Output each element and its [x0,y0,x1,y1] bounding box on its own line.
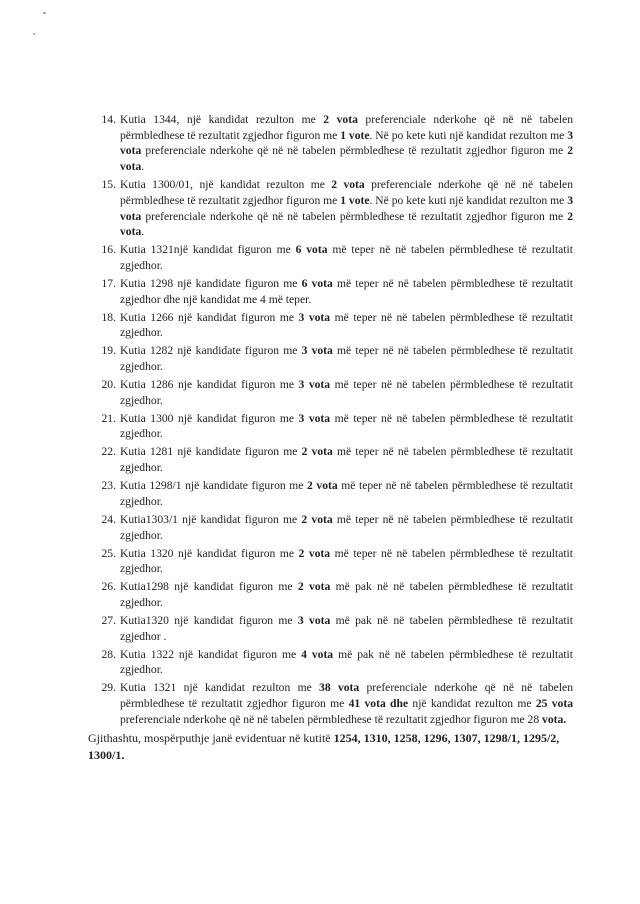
list-item [88,112,573,175]
item-text-segment: më teper në në tabelen përmbledhese të rezultatit zgjedhor. [120,378,573,407]
item-text-emphasis: 2 vota [331,178,365,192]
item-text-segment: Kutia 1282 një kandidate figuron me [120,344,302,358]
item-number: 29. [101,681,116,695]
summary-box-numbers: 1254, 1310, 1258, 1296, 1307, 1298/1, 1295/2, 1300/1. [88,731,560,762]
item-number: 27. [101,613,116,627]
item-number: 25. [101,546,116,560]
item-text-emphasis: 6 vota [295,243,328,257]
item-text-segment: më teper në në tabelen përmbledhese të rezultatit zgjedhor. [120,512,573,542]
item-text-segment: preferenciale nderkohe që në në tabelen përmbledhese të rezultatit zgjedhor figuron me 28 [120,712,543,726]
item-text-segment: më pak në në tabelen përmbledhese të rezultatit zgjedhor. [120,647,574,677]
list-item [88,377,573,408]
item-text-emphasis: 6 vota [301,276,333,290]
item-text-emphasis: 2 vota [301,445,333,459]
item-text-segment: Kutia 1286 nje kandidat figuron me [120,378,299,392]
item-number: 26. [101,580,116,594]
item-text-emphasis: 1 vote [340,128,370,142]
item-text-emphasis: 3 vota [120,128,573,158]
item-text-segment: Kutia 1300 një kandidat figuron me [120,411,299,425]
item-number: 20. [101,378,116,392]
item-text-segment: . Në po kete kuti një kandidat rezulton me [369,193,568,207]
list-item [88,512,573,543]
list-item [88,546,573,577]
item-text-segment: Kutia 1322 një kandidat figuron me [120,647,302,661]
item-number: 19. [101,344,116,358]
list-item [88,478,573,509]
item-text-segment: preferenciale nderkohe që në në tabelen përmbledhese të rezultatit zgjedhor figuron me [120,178,573,207]
item-text-segment: më pak në në tabelen përmbledhese të rezultatit zgjedhor. [120,580,574,609]
item-text-segment: Kutia 1320 një kandidat figuron me [120,546,299,560]
list-item [88,177,573,240]
list-item [88,343,573,374]
item-text-emphasis: 3 vota [301,344,333,358]
list-item [88,579,573,610]
item-text-segment: Kutia 1300/01, një kandidat rezulton me [120,178,332,192]
item-text [120,613,573,644]
item-text-segment: më teper në në tabelen përmbledhese të rezultatit zgjedhor. [120,344,573,374]
item-text-segment: më teper në në tabelen përmbledhese të rezultatit zgjedhor. [120,411,573,441]
item-text-segment: Kutia 1321një kandidat figuron me [120,243,296,257]
item-text [120,411,573,442]
item-text [120,177,573,240]
item-text-segment: preferenciale nderkohe që në në tabelen përmbledhese të rezultatit zgjedhor figuron me [141,209,568,223]
item-text [120,343,573,374]
list-item [88,276,573,307]
item-text-segment: preferenciale nderkohe që në në tabelen përmbledhese të rezultatit zgjedhor figuron me [141,144,568,158]
item-text [120,512,573,543]
list-item [88,242,573,273]
item-text-emphasis: 2 vota [297,580,331,594]
item-text-emphasis: 25 vota [535,697,574,711]
list-item [88,680,573,727]
item-number: 23. [101,479,116,493]
item-text [120,579,573,610]
item-text [120,680,573,727]
item-text [120,310,573,341]
item-text [120,276,573,307]
item-text-segment: . Në po kete kuti një kandidat rezulton me [369,128,568,142]
item-text-segment: më teper në në tabelen përmbledhese të rezultatit zgjedhor. [120,310,573,340]
item-text-emphasis: 2 vota [301,512,333,526]
item-text [120,242,573,273]
list-item [88,310,573,341]
item-number: 21. [101,411,116,425]
item-text [120,444,573,475]
item-text-segment: një kandidat rezulton me [408,697,536,711]
item-text-emphasis: 41 vota dhe [348,697,409,711]
item-number: 18. [101,310,116,324]
item-number: 24. [101,512,116,526]
scan-speck [33,33,35,35]
item-number: 22. [101,445,116,459]
item-text-segment: Kutia 1321 një kandidat rezulton me [120,681,320,695]
item-text-emphasis: 4 vota [301,647,334,661]
item-text-segment: Kutia 1298 një kandidate figuron me [120,276,302,290]
item-text-emphasis: 3 vota [120,193,573,223]
item-text-emphasis: 3 vota [298,411,331,425]
item-text [120,112,573,175]
item-text-segment: preferenciale nderkohe që në në tabelen përmbledhese të rezultatit zgjedhor figuron me [120,681,573,711]
list-item [88,647,573,678]
item-text-segment: më teper në në tabelen përmbledhese të rezultatit zgjedhor. [120,243,573,272]
list-item [88,613,573,644]
item-text-segment: më teper në në tabelen përmbledhese të rezultatit zgjedhor. [120,479,573,508]
item-text-segment: preferenciale nderkohe që në në tabelen përmbledhese të rezultatit zgjedhor figuron me [120,113,574,142]
findings-list [88,112,573,730]
item-number: 15. [101,178,116,192]
scan-speck [43,12,46,14]
item-number: 16. [101,243,116,257]
item-number: 28. [101,647,116,661]
summary-text: Gjithashtu, mospërputhje janë evidentuar në kutitë [88,731,334,745]
item-text-segment: Kutia 1281 një kandidate figuron me [120,445,302,459]
item-text-segment: Kutia1298 një kandidat figuron me [120,580,298,594]
item-text-emphasis: 2 vota [120,144,573,174]
item-text [120,478,573,509]
item-text-emphasis: 2 vota [307,479,338,493]
list-item [88,411,573,442]
item-text-segment: . [141,160,145,174]
summary-paragraph [88,730,578,763]
item-text-emphasis: 2 vota [120,209,573,239]
item-text [120,647,573,678]
item-text-segment: Kutia 1266 një kandidat figuron me [120,310,299,324]
item-text [120,546,573,577]
item-text-segment: më teper në në tabelen përmbledhese të rezultatit zgjedhor. [120,546,573,576]
item-number: 14. [101,113,116,126]
item-text [120,377,573,408]
item-text-emphasis: 3 vota [297,613,331,627]
item-text-emphasis: 1 vote [340,193,370,207]
item-text-emphasis: 38 vota [319,681,360,695]
item-text-segment: . [141,225,145,239]
item-text-segment: më pak në në tabelen përmbledhese të rezultatit zgjedhor . [120,613,574,643]
item-text-segment: më teper në në tabelen përmbledhese të rezultatit zgjedhor dhe një kandidat me 4 më teper. [120,276,573,306]
list-item [88,444,573,475]
item-text-emphasis: 3 vota [298,310,331,324]
item-text-emphasis: 2 vota [323,113,358,126]
item-text-emphasis: vota. [542,712,567,726]
item-text-segment: Kutia1303/1 një kandidat figuron me [120,512,302,526]
item-text-segment: Kutia 1344, një kandidat rezulton me [120,113,324,126]
item-text-emphasis: 2 vota [298,546,331,560]
item-text-segment: më teper në në tabelen përmbledhese të rezultatit zgjedhor. [120,445,573,475]
item-text-emphasis: 3 vota [298,378,331,392]
item-text-segment: Kutia 1298/1 një kandidate figuron me [120,479,308,493]
item-text-segment: Kutia1320 një kandidat figuron me [120,613,298,627]
item-number: 17. [101,276,116,290]
